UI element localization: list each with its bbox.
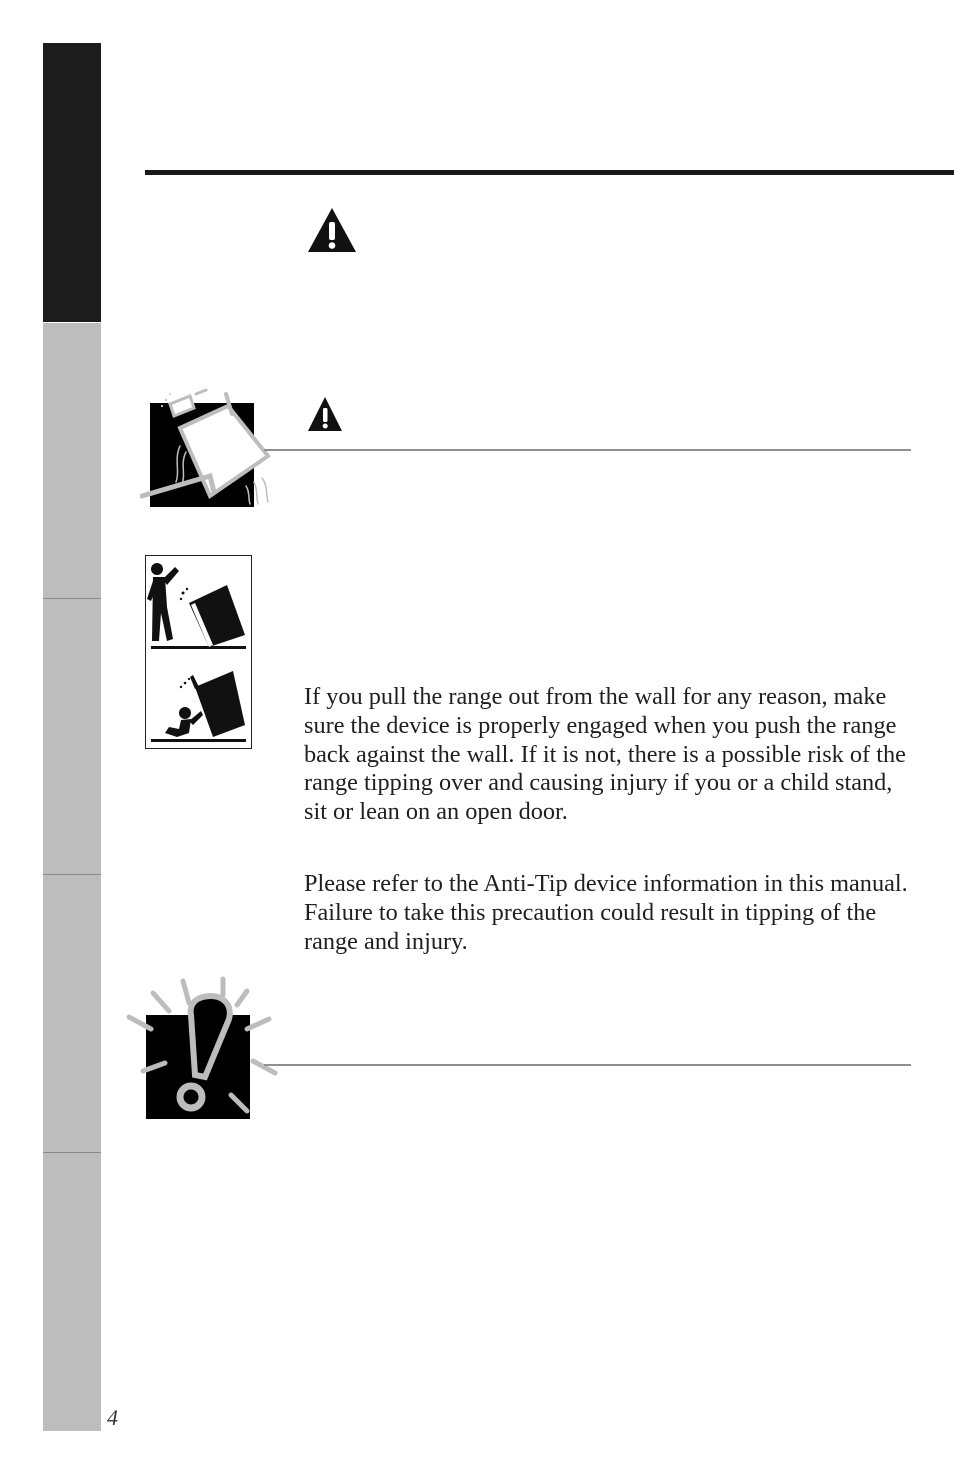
warning-triangle-icon — [306, 206, 358, 254]
section-rule — [264, 449, 911, 451]
section-rule — [264, 1064, 911, 1066]
header-rule — [145, 170, 954, 175]
paragraph: Please refer to the Anti-Tip device information in this manual. Failure to take this precaution could result in tipping of the range and injury. — [304, 870, 908, 955]
pouring-liquid-icon — [140, 386, 275, 511]
section-tab — [43, 599, 101, 874]
section-tab — [43, 323, 101, 598]
page-number: 4 — [107, 1405, 118, 1430]
exclamation-icon — [125, 975, 280, 1120]
tab-divider — [43, 1152, 101, 1153]
section-tab — [43, 1153, 101, 1431]
paragraph: If you pull the range out from the wall for any reason, make sure the device is properly engaged when you push the range back against the wall. If it is not, there is a possible risk of the range tipping over and causing injury if you or a child stand, sit or lean on an open door. — [304, 683, 906, 826]
section-tab-active — [43, 43, 101, 322]
section-tab — [43, 875, 101, 1152]
tab-divider — [43, 598, 101, 599]
range-tipping-icon — [145, 555, 252, 749]
tab-divider — [43, 874, 101, 875]
warning-triangle-icon — [306, 395, 344, 433]
